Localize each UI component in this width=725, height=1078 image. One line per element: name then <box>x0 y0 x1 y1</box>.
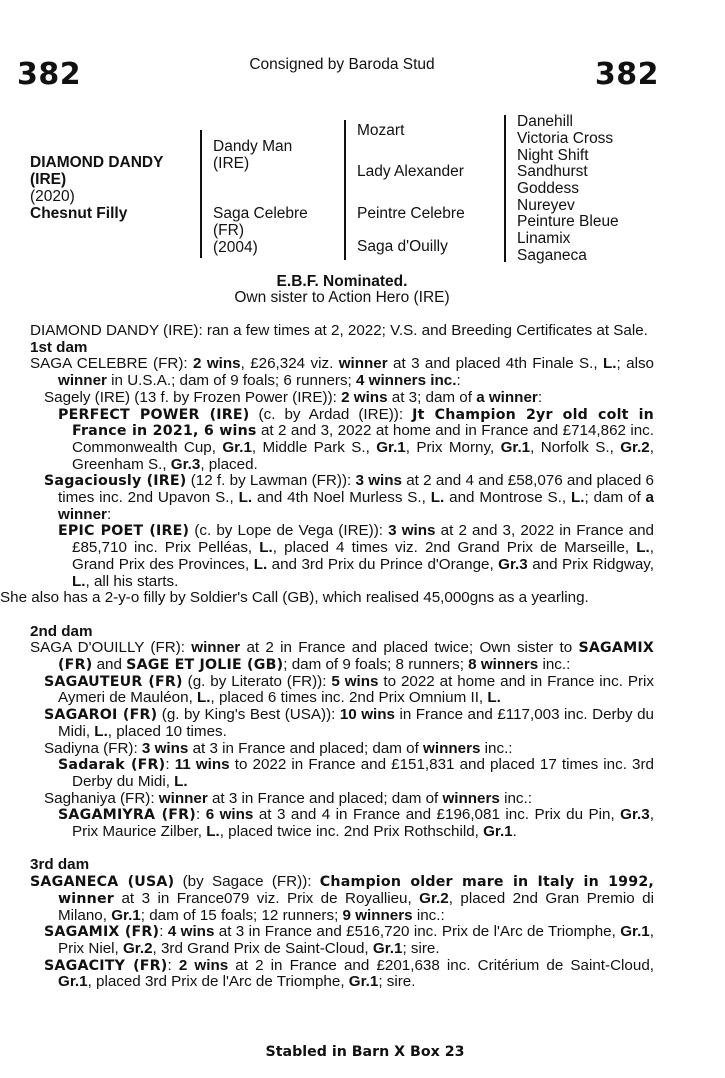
consignor: Consigned by Baroda Stud <box>249 56 435 73</box>
gen3-6: Nureyev <box>517 197 575 214</box>
horse-year: (2020) <box>30 188 75 205</box>
sibling-note: Own sister to Action Hero (IRE) <box>234 289 450 306</box>
gen3-4: Sandhurst <box>517 163 588 180</box>
horse-name: DIAMOND DANDY <box>30 154 164 171</box>
ebf-nominated: E.B.F. Nominated. <box>276 273 408 290</box>
pedigree-line-3 <box>504 115 506 262</box>
dam-dam: Saga d'Ouilly <box>357 238 448 255</box>
dam-paragraph: SAGA CELEBRE (FR): 2 wins, £26,324 viz. winner at 3 and placed 4th Finale S., L.; also winner in U.S.A.; dam of 9 foals; 6 runners; 4 winners inc.: <box>30 355 654 390</box>
section-heading-3rd-dam: 3rd dam <box>30 856 90 874</box>
third-dam-paragraph: SAGANECA (USA) (by Sagace (FR)): Champion older mare in Italy in 1992, winner at 3 in France079 viz. Prix de Royallieu, Gr.2, placed 2nd Gran Premio di Milano, Gr.1; dam of 15 foals; 12 runners; 9 winners inc.: <box>30 873 654 924</box>
sire-dam: Lady Alexander <box>357 163 464 180</box>
produce-sadarak: Sadarak (FR): 11 wins to 2022 in France and £151,831 and placed 17 times inc. 3rd Derby du Midi, L. <box>58 756 655 790</box>
gen3-3: Night Shift <box>517 147 589 164</box>
produce-sagamix: SAGAMIX (FR): 4 wins at 3 in France and £516,720 inc. Prix de l'Arc de Triomphe, Gr.1, Prix Niel, Gr.2, 3rd Grand Prix de Saint-Cloud, Gr.1; sire. <box>44 923 654 957</box>
section-heading-1st-dam: 1st dam <box>30 338 88 356</box>
produce-epic-poet: EPIC POET (IRE) (c. by Lope de Vega (IRE)): 3 wins at 2 and 3, 2022 in France and £85,710 inc. Prix Pelléas, L., placed 4 times viz. 2nd Grand Prix de Marseille, L., Grand Prix des Provinces, L. and 3rd Prix du Prince d'Orange, Gr.3 and Prix Ridgway, L., all his starts. <box>58 522 655 590</box>
produce-sagely: Sagely (IRE) (13 f. by Frozen Power (IRE)): 2 wins at 3; dam of a winner: <box>44 388 543 406</box>
gen3-8: Linamix <box>517 230 571 247</box>
produce-sagauteur: SAGAUTEUR (FR) (g. by Literato (FR)): 5 wins to 2022 at home and in France inc. Prix Aymeri de Mauléon, L., placed 6 times inc. 2nd Prix Omnium II, L. <box>44 672 654 707</box>
intro-paragraph: DIAMOND DANDY (IRE): ran a few times at 2, 2022; V.S. and Breeding Certificates at Sale. <box>30 322 648 339</box>
sire: Dandy Man <box>213 138 293 155</box>
produce-saghaniya: Saghaniya (FR): winner at 3 in France and placed; dam of winners inc.: <box>44 789 532 807</box>
pedigree-line-1 <box>200 130 202 258</box>
pedigree-line-2 <box>344 120 346 260</box>
dam-country: (FR) <box>213 222 244 239</box>
yearling-note: She also has a 2-y-o filly by Soldier's Call (GB), which realised 45,000gns as a yearling. <box>0 589 589 607</box>
sire-country: (IRE) <box>213 155 250 172</box>
dam-year: (2004) <box>213 239 258 256</box>
lot-number-left: 382 <box>17 57 82 92</box>
gen3-5: Goddess <box>517 180 580 197</box>
sire-sire: Mozart <box>357 122 405 139</box>
produce-perfect-power: PERFECT POWER (IRE) (c. by Ardad (IRE)): Jt Champion 2yr old colt in France in 2021, 6 wins at 2 and 3, 2022 at home and in France and £714,862 inc. Commonwealth Cup, Gr.1, Middle Park S., Gr.1, Prix Morny, Gr.1, Norfolk S., Gr.2, Greenham S., Gr.3, placed. <box>58 405 655 473</box>
gen3-7: Peinture Bleue <box>517 213 619 230</box>
gen3-1: Danehill <box>517 113 574 130</box>
second-dam-paragraph: SAGA D'OUILLY (FR): winner at 2 in France and placed twice; Own sister to SAGAMIX (FR) and SAGE ET JOLIE (GB); dam of 9 foals; 8 runners; 8 winners inc.: <box>30 639 655 674</box>
horse-sex-color: Chesnut Filly <box>30 205 128 222</box>
section-heading-2nd-dam: 2nd dam <box>30 622 93 640</box>
produce-sagaciously: Sagaciously (IRE) (12 f. by Lawman (FR)): 3 wins at 2 and 4 and £58,076 and placed 6 times inc. 2nd Upavon S., L. and 4th Noel Murless S., L. and Montrose S., L.; dam of a winner: <box>44 472 654 523</box>
produce-sagamiyra: SAGAMIYRA (FR): 6 wins at 3 and 4 in France and £196,081 inc. Prix du Pin, Gr.3, Prix Maurice Zilber, L., placed twice inc. 2nd Prix Rothschild, Gr.1. <box>58 806 654 841</box>
produce-sagaroi: SAGAROI (FR) (g. by King's Best (USA)): 10 wins in France and £117,003 inc. Derby du Midi, L., placed 10 times. <box>44 706 655 740</box>
dam: Saga Celebre <box>213 205 308 222</box>
lot-number-right: 382 <box>594 57 659 92</box>
dam-sire: Peintre Celebre <box>357 205 465 222</box>
produce-sagacity: SAGACITY (FR): 2 wins at 2 in France and £201,638 inc. Critérium de Saint-Cloud, Gr.1, placed 3rd Prix de l'Arc de Triomphe, Gr.1; sire. <box>44 956 654 991</box>
horse-country: (IRE) <box>30 171 67 188</box>
produce-sadiyna: Sadiyna (FR): 3 wins at 3 in France and placed; dam of winners inc.: <box>44 739 513 757</box>
gen3-9: Saganeca <box>517 247 587 264</box>
catalogue-body <box>0 322 655 991</box>
stabling-footer: Stabled in Barn X Box 23 <box>265 1044 465 1060</box>
gen3-2: Victoria Cross <box>517 130 614 147</box>
